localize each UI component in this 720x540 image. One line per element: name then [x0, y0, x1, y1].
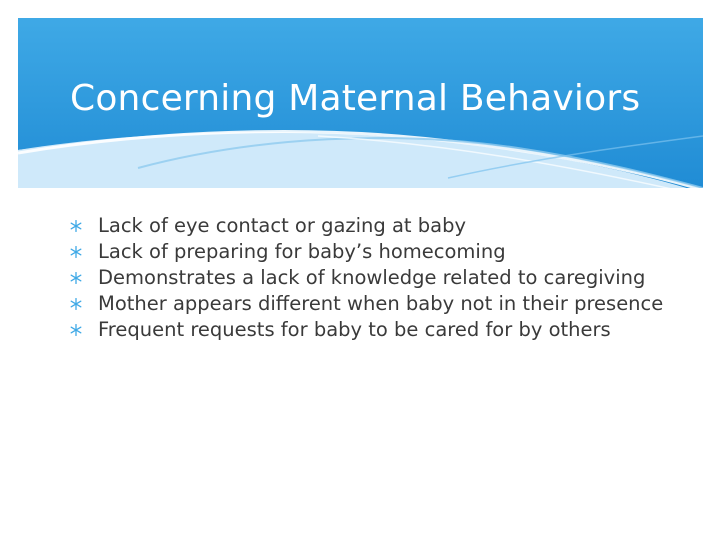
bullet-list [70, 214, 670, 344]
asterisk-icon [70, 246, 82, 258]
list-item [70, 240, 670, 264]
asterisk-icon [70, 220, 82, 232]
bullet-text: Frequent requests for baby to be cared for by others [98, 318, 611, 341]
list-item [70, 214, 670, 238]
asterisk-icon [70, 298, 82, 310]
bullet-text: Mother appears different when baby not in their presence [98, 292, 664, 315]
slide-title: Concerning Maternal Behaviors [70, 77, 641, 119]
bullet-text: Demonstrates a lack of knowledge related to caregiving [98, 266, 646, 289]
bullet-text: Lack of preparing for baby’s homecoming [98, 240, 506, 263]
list-item [70, 292, 670, 316]
list-item [70, 266, 670, 290]
title-banner [18, 18, 703, 188]
asterisk-icon [70, 272, 82, 284]
bullet-text: Lack of eye contact or gazing at baby [98, 214, 467, 237]
asterisk-icon [70, 324, 82, 336]
list-item [70, 318, 670, 342]
